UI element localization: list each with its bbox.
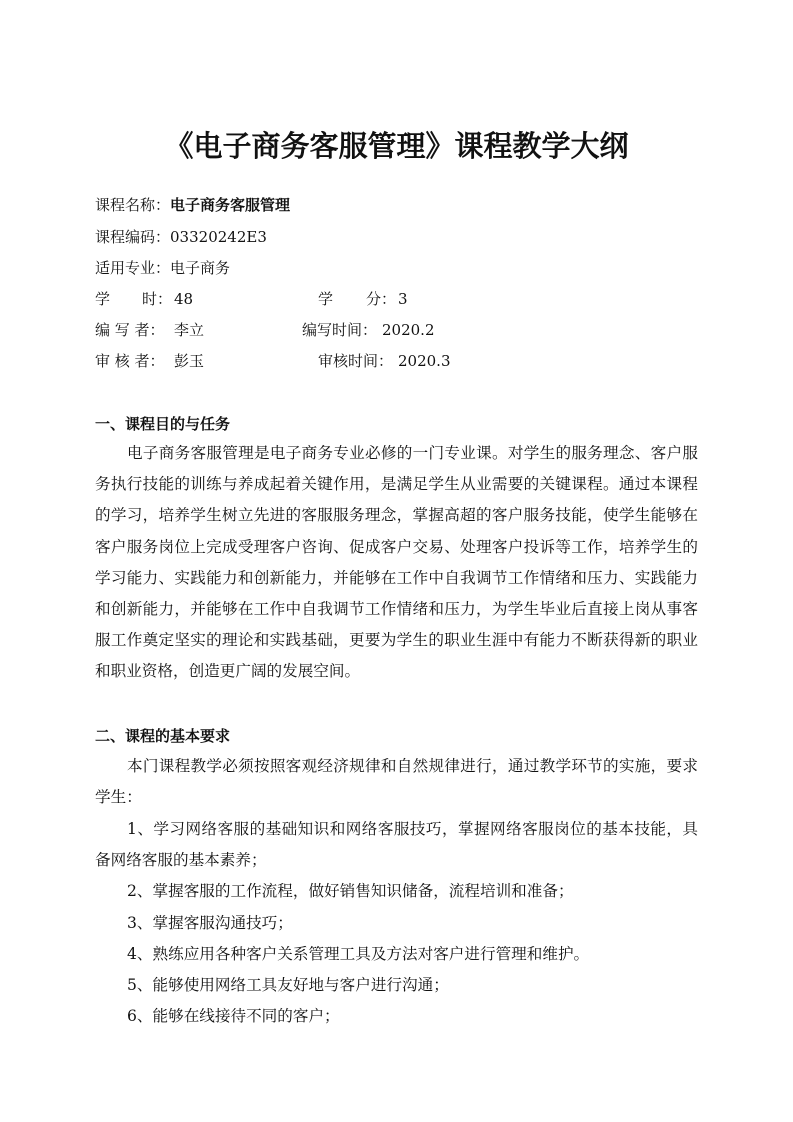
section-heading-purpose: 一、课程目的与任务 [95, 415, 231, 433]
credits-label-a: 学 [318, 290, 334, 308]
written-value: 2020.2 [382, 321, 435, 339]
meta-course-name [95, 195, 290, 215]
requirement-item: 5、能够使用网络工具友好地与客户进行沟通； [127, 976, 449, 994]
meta-major [95, 258, 230, 278]
reviewer-value: 彭玉 [174, 352, 205, 370]
reviewer-label: 审 核 者： [95, 352, 165, 370]
section-heading-requirements: 二、课程的基本要求 [95, 727, 231, 745]
requirement-item: 3、掌握客服沟通技巧； [127, 914, 293, 932]
reviewed-label: 审核时间： [318, 352, 394, 370]
author-label: 编 写 者： [95, 321, 165, 339]
requirement-item: 6、能够在线接待不同的客户； [127, 1007, 340, 1025]
credits-label-b: 分： [366, 290, 397, 308]
course-code-value: 03320242E3 [170, 228, 267, 246]
written-label: 编写时间： [302, 321, 378, 339]
author-value: 李立 [174, 321, 205, 339]
hours-value: 48 [174, 290, 194, 308]
credits-value: 3 [398, 290, 408, 308]
requirement-item: 2、掌握客服的工作流程，做好销售知识储备，流程培训和准备； [127, 882, 574, 900]
meta-reviewer [95, 351, 545, 371]
section-paragraph-purpose: 电子商务客服管理是电子商务专业必修的一门专业课。对学生的服务理念、客户服务执行技能的训练与养成起着关键作用，是满足学生从业需要的关键课程。通过本课程的学习，培养学生树立先进的客服服务理念，掌握高超的客户服务技能，使学生能够在客户服务岗位上完成受理客户咨询、促成客户交易、处理客户投诉等工作，培养学生的学习能力、实践能力和创新能力，并能够在工作中自我调节工作情绪和压力、实践能力和创新能力，并能够在工作中自我调节工作情绪和压力，为学生毕业后直接上岗从事客服工作奠定坚实的理论和实践基础，更要为学生的职业生涯中有能力不断获得新的职业和职业资格，创造更广阔的发展空间。 [95, 444, 698, 681]
meta-hours-credits [95, 289, 495, 309]
document-title: 《电子商务客服管理》课程教学大纲 [164, 129, 629, 163]
hours-label-b: 时： [142, 290, 173, 308]
meta-author [95, 320, 545, 340]
hours-label-a: 学 [95, 290, 111, 308]
course-code-label: 课程编码： [95, 228, 171, 246]
course-name-value: 电子商务客服管理 [170, 196, 291, 214]
major-label: 适用专业： [95, 259, 171, 277]
section-paragraph-requirements: 本门课程教学必须按照客观经济规律和自然规律进行，通过教学环节的实施，要求学生： [95, 757, 698, 807]
course-name-label: 课程名称： [95, 196, 171, 214]
reviewed-value: 2020.3 [398, 352, 451, 370]
requirement-item: 4、熟练应用各种客户关系管理工具及方法对客户进行管理和维护。 [127, 945, 590, 963]
requirement-item: 1、学习网络客服的基础知识和网络客服技巧，掌握网络客服岗位的基本技能，具备网络客服的基本素养； [95, 820, 698, 870]
meta-course-code [95, 227, 267, 247]
major-value: 电子商务 [170, 259, 231, 277]
